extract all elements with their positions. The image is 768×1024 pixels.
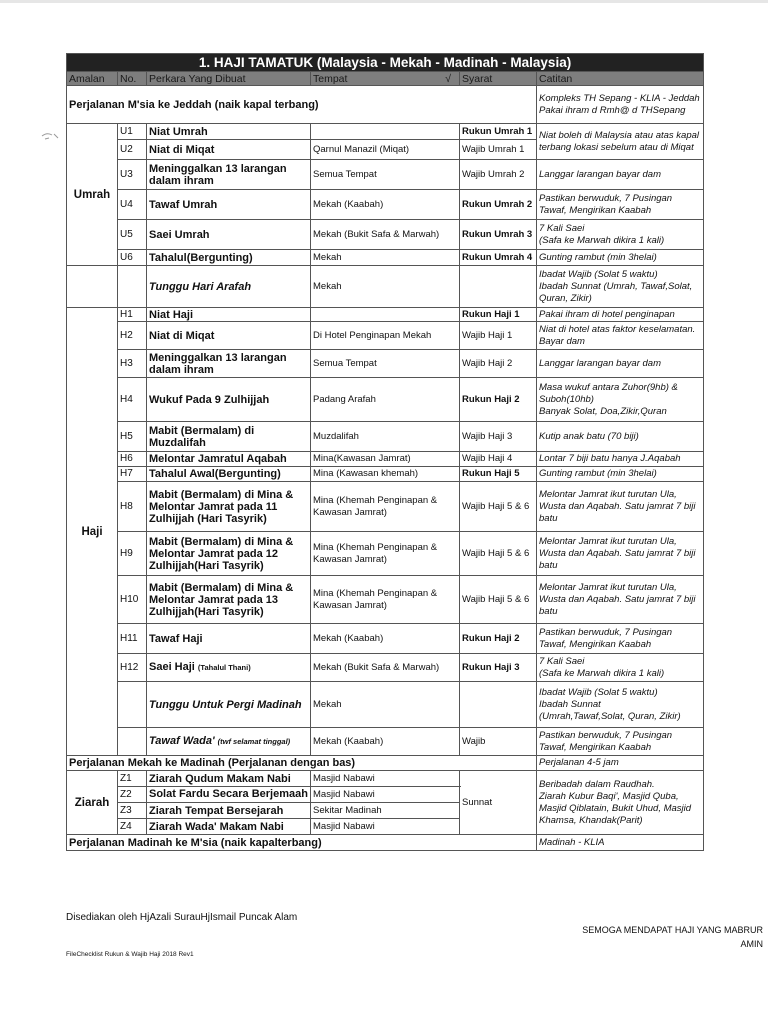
row-perkara: Mabit (Bermalam) di Mina & Melontar Jamrat pada 13 Zulhijjah(Hari Tasyrik) (147, 576, 311, 624)
travel-row-jeddah (67, 86, 704, 124)
row-catitan: Ibadat Wajib (Solat 5 waktu) Ibadah Sunnat (Umrah, Tawaf,Solat, Quran, Zikir) (537, 266, 704, 308)
row-catitan: Melontar Jamrat ikut turutan Ula, Wusta dan Aqabah. Satu jamrat 7 biji batu (537, 482, 704, 532)
row-tempat: Mina(Kawasan Jamrat) (311, 452, 460, 467)
travel-label: Perjalanan Madinah ke M'sia (naik kapalterbang) (67, 835, 537, 851)
row-syarat: Rukun Umrah 4 (460, 250, 537, 266)
row-syarat: Rukun Haji 1 (460, 308, 537, 322)
header-tempat (311, 72, 460, 86)
row-code: Z2 (118, 787, 147, 803)
table-row (67, 654, 704, 682)
table-row (67, 220, 704, 250)
table-row (67, 624, 704, 654)
row-perkara: Meninggalkan 13 larangan dalam ihram (147, 350, 311, 378)
table-row (67, 452, 704, 467)
row-perkara: Ziarah Qudum Makam Nabi (147, 771, 311, 787)
row-code: H8 (118, 482, 147, 532)
row-perkara: Ziarah Wada' Makam Nabi (147, 819, 311, 835)
row-syarat: Wajib Haji 4 (460, 452, 537, 467)
header-syarat: Syarat (460, 72, 537, 86)
prepared-by: Disediakan oleh HjAzali SurauHjIsmail Puncak Alam (66, 912, 298, 923)
row-tempat: Di Hotel Penginapan Mekah (311, 322, 460, 350)
row-catitan: Beribadah dalam Raudhah. Ziarah Kubur Baqi', Masjid Quba, Masjid Qiblatain, Bukit Uhud, Masjid Khamsa, Khandak(Parit) (537, 771, 704, 835)
file-name: FileChecklist Rukun & Wajib Haji 2018 Rev1 (66, 951, 194, 958)
title-row (67, 54, 704, 72)
row-perkara: Tunggu Untuk Pergi Madinah (147, 682, 311, 728)
table-row (67, 422, 704, 452)
page-top-edge (0, 0, 768, 3)
row-syarat: Wajib Umrah 1 (460, 140, 537, 160)
tunggu-madinah-row (67, 682, 704, 728)
row-tempat: Masjid Nabawi (311, 819, 460, 835)
row-perkara: Melontar Jamratul Aqabah (147, 452, 311, 467)
row-catitan: Niat di hotel atas faktor keselamatan. Bayar dam (537, 322, 704, 350)
row-code: H9 (118, 532, 147, 576)
table-row (67, 771, 704, 787)
row-perkara: Meninggalkan 13 larangan dalam ihram (147, 160, 311, 190)
empty-cell (118, 682, 147, 728)
row-code: U3 (118, 160, 147, 190)
row-catitan: Lontar 7 biji batu hanya J.Aqabah (537, 452, 704, 467)
row-code: H1 (118, 308, 147, 322)
row-code: H7 (118, 467, 147, 482)
row-syarat: Wajib Haji 1 (460, 322, 537, 350)
row-perkara (147, 728, 311, 756)
table-row (67, 482, 704, 532)
header-tempat-label: Tempat (313, 72, 348, 85)
empty-cell (118, 728, 147, 756)
row-tempat: Mina (Khemah Penginapan & Kawasan Jamrat) (311, 576, 460, 624)
travel-note: Madinah - KLIA (537, 835, 704, 851)
header-catitan: Catitan (537, 72, 704, 86)
row-perkara: Mabit (Bermalam) di Mina & Melontar Jamrat pada 12 Zulhijjah(Hari Tasyrik) (147, 532, 311, 576)
row-catitan: Masa wukuf antara Zuhor(9hb) & Suboh(10hb) Banyak Solat, Doa,Zikir,Quran (537, 378, 704, 422)
row-syarat: Rukun Haji 3 (460, 654, 537, 682)
row-code: Z4 (118, 819, 147, 835)
row-tempat: Mekah (311, 266, 460, 308)
row-tempat: Mekah (Kaabah) (311, 728, 460, 756)
row-syarat: Rukun Umrah 2 (460, 190, 537, 220)
row-code: Z3 (118, 803, 147, 819)
row-perkara: Wukuf Pada 9 Zulhijjah (147, 378, 311, 422)
row-tempat: Masjid Nabawi (311, 771, 460, 787)
row-syarat: Wajib (460, 728, 537, 756)
row-catitan: Gunting rambut (min 3helai) (537, 467, 704, 482)
row-syarat: Rukun Haji 5 (460, 467, 537, 482)
row-code: U5 (118, 220, 147, 250)
row-tempat: Masjid Nabawi (311, 787, 460, 803)
travel-note: Kompleks TH Sepang - KLIA - Jeddah Pakai ihram d Rmh@ d THSepang (537, 86, 704, 124)
row-code: H10 (118, 576, 147, 624)
row-tempat: Mekah (311, 250, 460, 266)
row-tempat: Mekah (311, 682, 460, 728)
header-tick: √ (445, 72, 451, 85)
row-tempat (311, 308, 460, 322)
tunggu-arafah-row (67, 266, 704, 308)
table-row (67, 350, 704, 378)
row-tempat: Semua Tempat (311, 350, 460, 378)
row-catitan: Melontar Jamrat ikut turutan Ula, Wusta dan Aqabah. Satu jamrat 7 biji batu (537, 576, 704, 624)
row-perkara: Niat di Miqat (147, 140, 311, 160)
row-perkara: Solat Fardu Secara Berjemaah (147, 787, 311, 803)
row-syarat: Wajib Haji 5 & 6 (460, 482, 537, 532)
row-code: H11 (118, 624, 147, 654)
row-catitan: Gunting rambut (min 3helai) (537, 250, 704, 266)
header-no: No. (118, 72, 147, 86)
table-row (67, 160, 704, 190)
row-catitan: Langgar larangan bayar dam (537, 350, 704, 378)
row-tempat: Mekah (Bukit Safa & Marwah) (311, 220, 460, 250)
empty-cell (460, 266, 537, 308)
table-row (67, 467, 704, 482)
row-catitan: 7 Kali Saei (Safa ke Marwah dikira 1 kali) (537, 220, 704, 250)
row-tempat: Muzdalifah (311, 422, 460, 452)
travel-row-madinah (67, 756, 704, 771)
checklist-table (66, 53, 704, 851)
row-syarat: Sunnat (460, 771, 537, 835)
row-syarat: Rukun Umrah 1 (460, 124, 537, 140)
row-syarat: Wajib Haji 5 & 6 (460, 576, 537, 624)
row-code: Z1 (118, 771, 147, 787)
row-catitan: Pakai ihram di hotel penginapan (537, 308, 704, 322)
closing-amin: AMIN (740, 939, 763, 949)
row-perkara: Tawaf Umrah (147, 190, 311, 220)
row-code: U2 (118, 140, 147, 160)
row-perkara: Niat di Miqat (147, 322, 311, 350)
row-perkara: Mabit (Bermalam) di Mina & Melontar Jamrat pada 11 Zulhijjah (Hari Tasyrik) (147, 482, 311, 532)
row-catitan: Melontar Jamrat ikut turutan Ula, Wusta dan Aqabah. Satu jamrat 7 biji batu (537, 532, 704, 576)
page-title: 1. HAJI TAMATUK (Malaysia - Mekah - Madinah - Malaysia) (67, 54, 704, 72)
row-perkara: Tahalul Awal(Bergunting) (147, 467, 311, 482)
row-code: H6 (118, 452, 147, 467)
row-perkara: Tawaf Haji (147, 624, 311, 654)
row-code: H3 (118, 350, 147, 378)
row-syarat: Rukun Haji 2 (460, 624, 537, 654)
row-tempat: Mina (Khemah Penginapan & Kawasan Jamrat) (311, 482, 460, 532)
table-row (67, 378, 704, 422)
row-catitan: Pastikan berwuduk, 7 Pusingan Tawaf, Mengirikan Kaabah (537, 624, 704, 654)
table-row (67, 322, 704, 350)
row-catitan: Kutip anak batu (70 biji) (537, 422, 704, 452)
travel-label: Perjalanan Mekah ke Madinah (Perjalanan dengan bas) (67, 756, 537, 771)
tawaf-wada-row (67, 728, 704, 756)
header-amalan: Amalan (67, 72, 118, 86)
table-row (67, 576, 704, 624)
header-perkara: Perkara Yang Dibuat (147, 72, 311, 86)
table-row (67, 308, 704, 322)
row-tempat: Sekitar Madinah (311, 803, 460, 819)
row-code: H2 (118, 322, 147, 350)
row-tempat: Semua Tempat (311, 160, 460, 190)
row-syarat: Rukun Umrah 3 (460, 220, 537, 250)
row-perkara: Tunggu Hari Arafah (147, 266, 311, 308)
closing-wish: SEMOGA MENDAPAT HAJI YANG MABRUR (582, 925, 763, 935)
row-perkara: Niat Haji (147, 308, 311, 322)
row-code: U4 (118, 190, 147, 220)
row-catitan: Langgar larangan bayar dam (537, 160, 704, 190)
row-perkara-note: (twf selamat tinggal) (217, 737, 291, 746)
header-row (67, 72, 704, 86)
row-perkara: Tahalul(Bergunting) (147, 250, 311, 266)
row-perkara: Ziarah Tempat Bersejarah (147, 803, 311, 819)
row-code: U1 (118, 124, 147, 140)
row-perkara: Niat Umrah (147, 124, 311, 140)
category-umrah: Umrah (67, 124, 118, 266)
table-row (67, 250, 704, 266)
table-row (67, 190, 704, 220)
row-tempat: Mina (Khemah Penginapan & Kawasan Jamrat) (311, 532, 460, 576)
row-perkara: Mabit (Bermalam) di Muzdalifah (147, 422, 311, 452)
row-catitan: Ibadat Wajib (Solat 5 waktu) Ibadah Sunnat (Umrah,Tawaf,Solat, Quran, Zikir) (537, 682, 704, 728)
category-haji: Haji (67, 308, 118, 756)
table-row (67, 532, 704, 576)
row-perkara-main: Saei Haji (149, 661, 195, 673)
row-perkara-main: Tawaf Wada' (149, 735, 215, 747)
travel-row-home (67, 835, 704, 851)
row-code: H4 (118, 378, 147, 422)
row-tempat: Mekah (Kaabah) (311, 624, 460, 654)
row-code: H5 (118, 422, 147, 452)
row-syarat: Wajib Umrah 2 (460, 160, 537, 190)
row-tempat: Mekah (Bukit Safa & Marwah) (311, 654, 460, 682)
row-perkara (147, 654, 311, 682)
empty-cell (118, 266, 147, 308)
empty-cell (67, 266, 118, 308)
row-catitan: Pastikan berwuduk, 7 Pusingan Tawaf, Mengirikan Kaabah (537, 190, 704, 220)
row-syarat: Rukun Haji 2 (460, 378, 537, 422)
row-perkara: Saei Umrah (147, 220, 311, 250)
row-syarat: Wajib Haji 2 (460, 350, 537, 378)
travel-label: Perjalanan M'sia ke Jeddah (naik kapal terbang) (67, 86, 537, 124)
row-catitan: Pastikan berwuduk, 7 Pusingan Tawaf, Mengirikan Kaabah (537, 728, 704, 756)
row-tempat: Mina (Kawasan khemah) (311, 467, 460, 482)
row-tempat (311, 124, 460, 140)
travel-note: Perjalanan 4-5 jam (537, 756, 704, 771)
row-catitan: 7 Kali Saei (Safa ke Marwah dikira 1 kali) (537, 654, 704, 682)
row-tempat: Padang Arafah (311, 378, 460, 422)
row-tempat: Mekah (Kaabah) (311, 190, 460, 220)
empty-cell (460, 682, 537, 728)
scan-mark (40, 130, 62, 142)
row-syarat: Wajib Haji 5 & 6 (460, 532, 537, 576)
row-tempat: Qarnul Manazil (Miqat) (311, 140, 460, 160)
row-catitan: Niat boleh di Malaysia atau atas kapal terbang lokasi sebelum atau di Miqat (537, 124, 704, 160)
row-code: H12 (118, 654, 147, 682)
table-row (67, 124, 704, 140)
category-ziarah: Ziarah (67, 771, 118, 835)
row-code: U6 (118, 250, 147, 266)
row-syarat: Wajib Haji 3 (460, 422, 537, 452)
row-perkara-note: (Tahalul Thani) (197, 663, 251, 672)
